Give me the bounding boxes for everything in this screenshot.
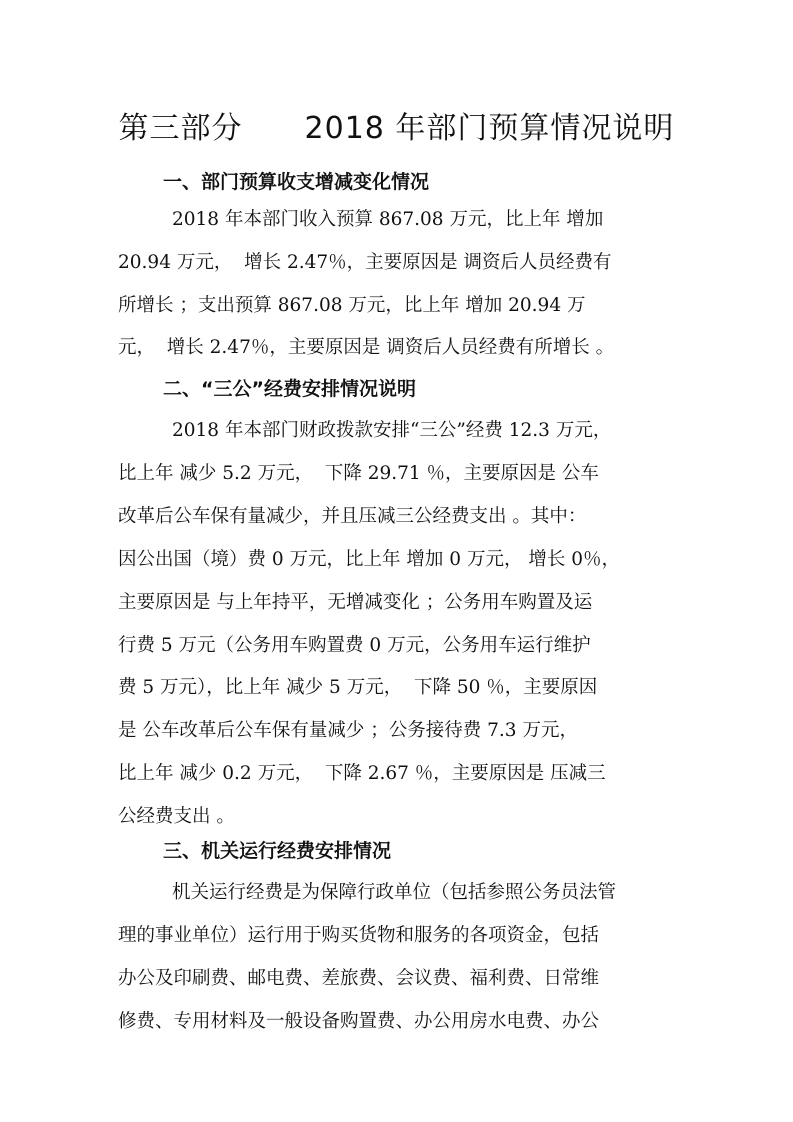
paragraph-line: 比上年 减少 0.2 万元， 下降 2.67 ％，主要原因是 压减三	[118, 763, 606, 784]
paragraph-line: 修费、专用材料及一般设备购置费、办公用房水电费、办公	[118, 1011, 600, 1032]
paragraph-line: 行费 5 万元（公务用车购置费 0 万元，公务用车运行维护	[118, 635, 591, 656]
paragraph-line: 元， 增长 2.47％，主要原因是 调资后人员经费有所增长 。	[118, 337, 615, 358]
paragraph-line: 改革后公车保有量减少，并且压减三公经费支出 。其中：	[118, 506, 587, 527]
paragraph-line: 2018 年本部门财政拨款安排“三公”经费 12.3 万元，	[172, 420, 612, 441]
paragraph-line: 费 5 万元），比上年 减少 5 万元， 下降 50 ％，主要原因	[118, 677, 598, 698]
section-heading-3: 三、机关运行经费安排情况	[163, 840, 392, 862]
page-title: 第三部分 2018 年部门预算情况说明	[118, 111, 675, 146]
paragraph-line: 所增长 ；支出预算 867.08 万元，比上年 增加 20.94 万	[118, 295, 586, 316]
paragraph-line: 公经费支出 。	[118, 806, 235, 827]
section-heading-1: 一、部门预算收支增减变化情况	[163, 171, 430, 193]
paragraph-line: 2018 年本部门收入预算 867.08 万元，比上年 增加	[172, 209, 604, 230]
paragraph-line: 办公及印刷费、邮电费、差旅费、会议费、福利费、日常维	[118, 968, 600, 989]
paragraph-line: 是 公车改革后公车保有量减少 ；公务接待费 7.3 万元，	[118, 720, 578, 741]
paragraph-line: 20.94 万元， 增长 2.47％，主要原因是 调资后人员经费有	[118, 252, 612, 273]
paragraph-line: 因公出国（境）费 0 万元，比上年 增加 0 万元， 增长 0％，	[118, 549, 620, 570]
paragraph-line: 比上年 减少 5.2 万元， 下降 29.71 ％，主要原因是 公车	[118, 463, 599, 484]
paragraph-line: 理的事业单位）运行用于购买货物和服务的各项资金，包括	[118, 925, 600, 946]
paragraph-line: 主要原因是 与上年持平，无增减变化 ；公务用车购置及运	[118, 592, 593, 613]
section-heading-2: 二、“三公”经费安排情况说明	[163, 378, 416, 400]
paragraph-line: 机关运行经费是为保障行政单位（包括参照公务员法管	[172, 882, 617, 903]
